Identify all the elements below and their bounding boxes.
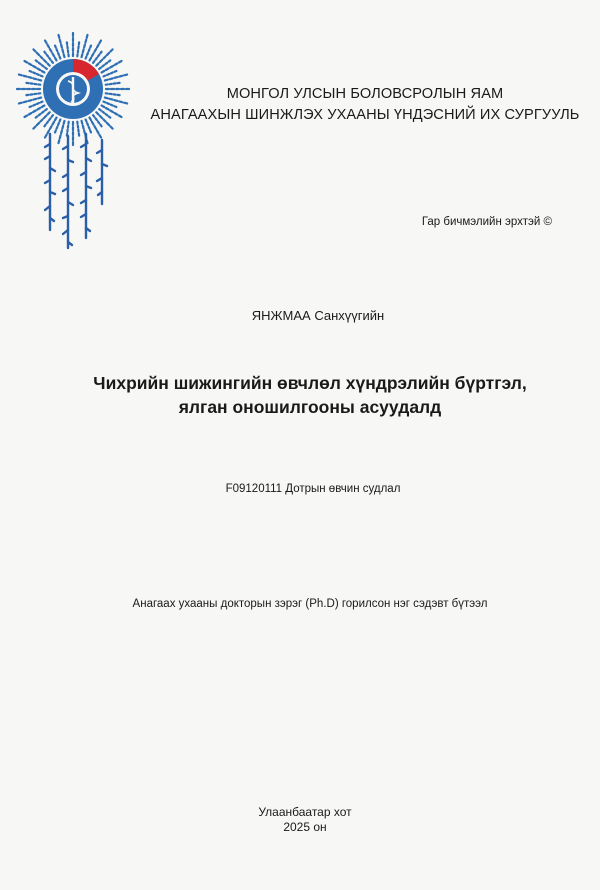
university-name: АНАГААХЫН ШИНЖЛЭХ УХААНЫ ҮНДЭСНИЙ ИХ СУРГУУЛЬ xyxy=(150,107,580,123)
specialty-block xyxy=(0,483,600,495)
thesis-title xyxy=(60,371,560,419)
specialty-code: F09120111 Дотрын өвчин судлал xyxy=(225,483,401,495)
degree-statement: Анагаах ухааны докторын зэрэг (Ph.D) горилсон нэг сэдэвт бүтээл xyxy=(132,598,488,610)
institution-header xyxy=(145,84,585,126)
degree-block xyxy=(0,598,600,610)
ministry-name: МОНГОЛ УЛСЫН БОЛОВСРОЛЫН ЯАМ xyxy=(226,86,504,102)
place-year-block xyxy=(0,805,600,835)
copyright-note: Гар бичмэлийн эрхтэй © xyxy=(421,216,552,228)
city: Улаанбаатар хот xyxy=(258,805,352,819)
title-line-2: ялган оношилгооны асуудалд xyxy=(178,397,442,417)
title-line-1: Чихрийн шижингийн өвчлөл хүндрэлийн бүртгэл, xyxy=(93,373,527,393)
mongolian-script-icon xyxy=(34,130,114,255)
author-name: ЯНЖМАА Санхүүгийн xyxy=(251,308,385,323)
author-block xyxy=(0,308,600,323)
year: 2025 он xyxy=(283,820,327,834)
